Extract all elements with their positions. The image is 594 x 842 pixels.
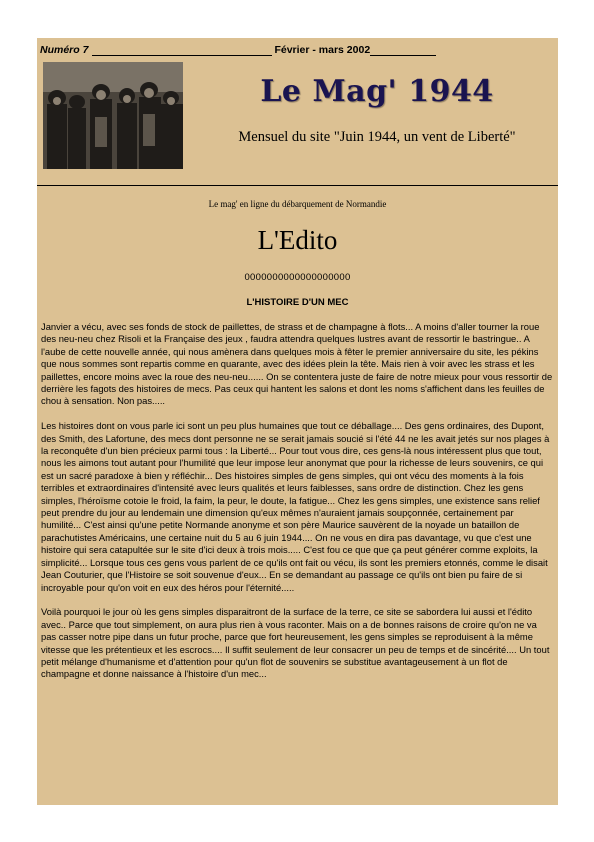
magazine-subtitle: Mensuel du site "Juin 1944, un vent de Liberté": [238, 129, 516, 145]
article-body: [41, 321, 554, 693]
issue-number: Numéro 7: [40, 44, 89, 56]
magazine-title: Le Mag' 1944: [260, 74, 494, 109]
header-photo: [43, 62, 183, 169]
article-paragraph: Les histoires dont on vous parle ici sont un peu plus humaines que tout ce déballage.... Des gens ordinaires, des Dupont, des Smith, des Lafortune, des mecs dont personne ne se serait jamais soucié si l'été 44 ne les avait jetés sur nos plages à la reconquête d'un bien précieux parmi tous : la Liberté... Pour tout vous dire, ces gens-là nous intéressent plus que tout, nous les aimons tout autant pour l'humilité que leur impose leur anonymat que pour la richesse de leurs souvenirs, ce qui est un sacré paradoxe à bien y réfléchir... Des histoires simples de gens simples, qui ont vécu des moments à la fois terribles et extraordinaires d'intensité avec leurs qualités et leurs faiblesses, sans ordre de distinction. Chez les gens simples, l'héroïsme cotoie le froid, la faim, la peur, le doute, la fatigue... Chez les gens simples, une existence sans relief peut prendre du jour au lendemain une dimension qu'eux mêmes n'auraient jamais soupçonnée, certainement par humilité... C'est ainsi qu'une petite Normande anonyme et son père Maurice sauvèrent de la noyade un bataillon de parachutistes Américains, une certaine nuit du 5 au 6 juin 1944.... On ne vous en dira pas davantage, vu que c'est une histoire qui sera catapultée sur le site d'ici deux à trois mois..... C'est fou ce que que ça peut générer comme exploits, la simplicité... Lorsque tous ces gens vous parlent de ce qu'ils ont fait ou vécu, ils sont les premiers etonnés, comme le disait Jean Couturier, que l'Histoire se soit souvenue d'eux... En se demandant au passage ce qu'ils ont bien pu faire de si incroyable pour qu'on voit en eux des héros pour l'éternité.....: [41, 420, 550, 593]
issue-rule-left: [92, 45, 272, 56]
header-divider: [37, 185, 558, 186]
tagline: Le mag' en ligne du débarquement de Normandie: [208, 199, 387, 209]
issue-rule-right: [370, 45, 436, 56]
article-paragraph: Voilà pourquoi le jour où les gens simples disparaitront de la surface de la terre, ce site se sabordera lui aussi et l'édito avec.. Parce que tout simplement, on aura plus rien à vous raconter. Mais on a de bonnes raisons de croire qu'on ne va pas casser notre pipe dans un futur proche, parce que fort heureusement, les gens simples se reproduisent à la même vitesse que les prétentieux et les escrocs.... Il suffit seulement de leur consacrer un peu de temps et de sincérité.... Un tout petit mélange d'humanisme et d'attention pour qu'un flot de souvenirs se substitue avantageusement à un flot de champagne et donne naissance à l'histoire d'un mec...: [41, 606, 550, 680]
article-heading: L'HISTOIRE D'UN MEC: [246, 297, 349, 308]
section-title: L'Edito: [257, 225, 338, 255]
soldiers-photo-illustration: [43, 62, 183, 169]
magazine-page: [37, 38, 558, 805]
issue-date: Février - mars 2002: [274, 44, 371, 56]
article-paragraph: Janvier a vécu, avec ses fonds de stock de paillettes, de strass et de champagne à flots... A moins d'aller tourner la roue des neu-neu chez Risoli et la Française des jeux , faudra attendra quelques lustres avant de ressortir le bastringue.. A l'aube de cette nouvelle année, qui nous amènera dans quelques mois à fêter le premier anniversaire du site, les pékins que nous sommes sont repartis comme en quarante, avec des idées plein la tête. Mais rien à voir avec les strass et les paillettes, encore moins avec la roue des neu-neu...... On se contentera juste de faire de notre mieux pour vous ressortir de derrière les fagots des histoires de mecs. Pas ceux qui hantent les salons et dont les noms s'affichent dans les feuilles de chou à sensation. Non pas.....: [41, 321, 553, 407]
issue-line: [40, 44, 500, 58]
separator-line: 0000000000000000000: [244, 272, 351, 283]
